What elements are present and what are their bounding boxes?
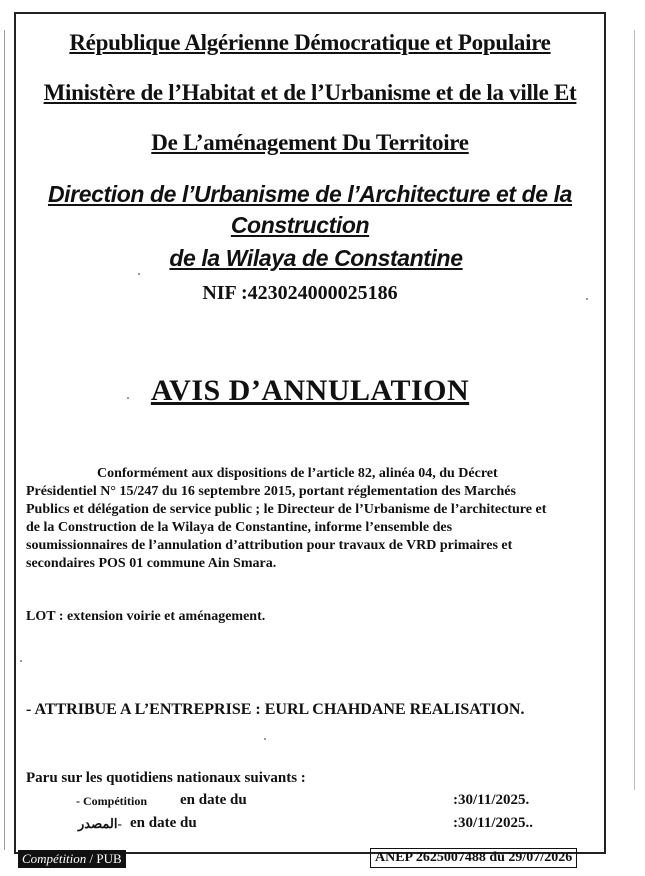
scan-edge-right [634,30,635,790]
body-line-4: de la Construction de la Wilaya de Constantine, informe l’ensemble des [26,520,453,535]
footer-anep-reference: ANEP 2625007488 du 29/07/2026 [370,848,577,868]
direction-line-2: Construction [230,212,370,238]
header-republic: République Algérienne Démocratique et Populaire [69,30,551,55]
publication-intro: Paru sur les quotidiens nationaux suivants : [26,770,306,786]
publication-date-1: :30/11/2025. [453,792,530,808]
header-ministry: Ministère de l’Habitat et de l’Urbanisme et de la ville Et [43,80,577,105]
publication-name-2: المصدر- [78,816,122,831]
attribution-text: - ATTRIBUE A L’ENTREPRISE : EURL CHAHDANE REALISATION. [26,701,525,718]
body-line-2: Présidentiel N° 15/247 du 16 septembre 2015, portant réglementation des Marchés [26,484,516,499]
scan-speck [127,397,129,399]
body-line-5: soumissionnaires de l’annulation d’attribution pour travaux de VRD primaires et [26,538,513,553]
footer-newspaper-name: Compétition [22,851,87,866]
scan-speck [264,738,266,740]
body-line-3: Publics et délégation de service public ; le Directeur de l’Urbanisme de l’architecture et [26,502,547,517]
body-line-6: secondaires POS 01 commune Ain Smara. [26,556,277,571]
scan-speck [586,298,588,300]
nif-number: NIF :423024000025186 [202,282,398,304]
lot-text: LOT : extension voirie et aménagement. [26,609,266,624]
notice-title: AVIS D’ANNULATION [150,374,470,407]
footer-newspaper-tag [18,850,126,868]
header-territory: De L’aménagement Du Territoire [151,130,469,155]
publication-date-label-2: en date du [130,815,197,831]
scan-speck [20,660,22,662]
footer-pub-label: / PUB [86,851,122,866]
publication-date-label-1: en date du [180,792,247,808]
direction-line-3: de la Wilaya de Constantine [169,245,463,271]
direction-line-1: Direction de l’Urbanisme de l’Architecture et de la [47,181,573,207]
scan-edge-left [4,30,5,850]
publication-name-1: - Compétition [76,794,147,808]
scan-speck [138,273,140,275]
publication-date-2: :30/11/2025.. [453,815,534,831]
body-line-1: Conformément aux dispositions de l’article 82, alinéa 04, du Décret [97,466,498,481]
